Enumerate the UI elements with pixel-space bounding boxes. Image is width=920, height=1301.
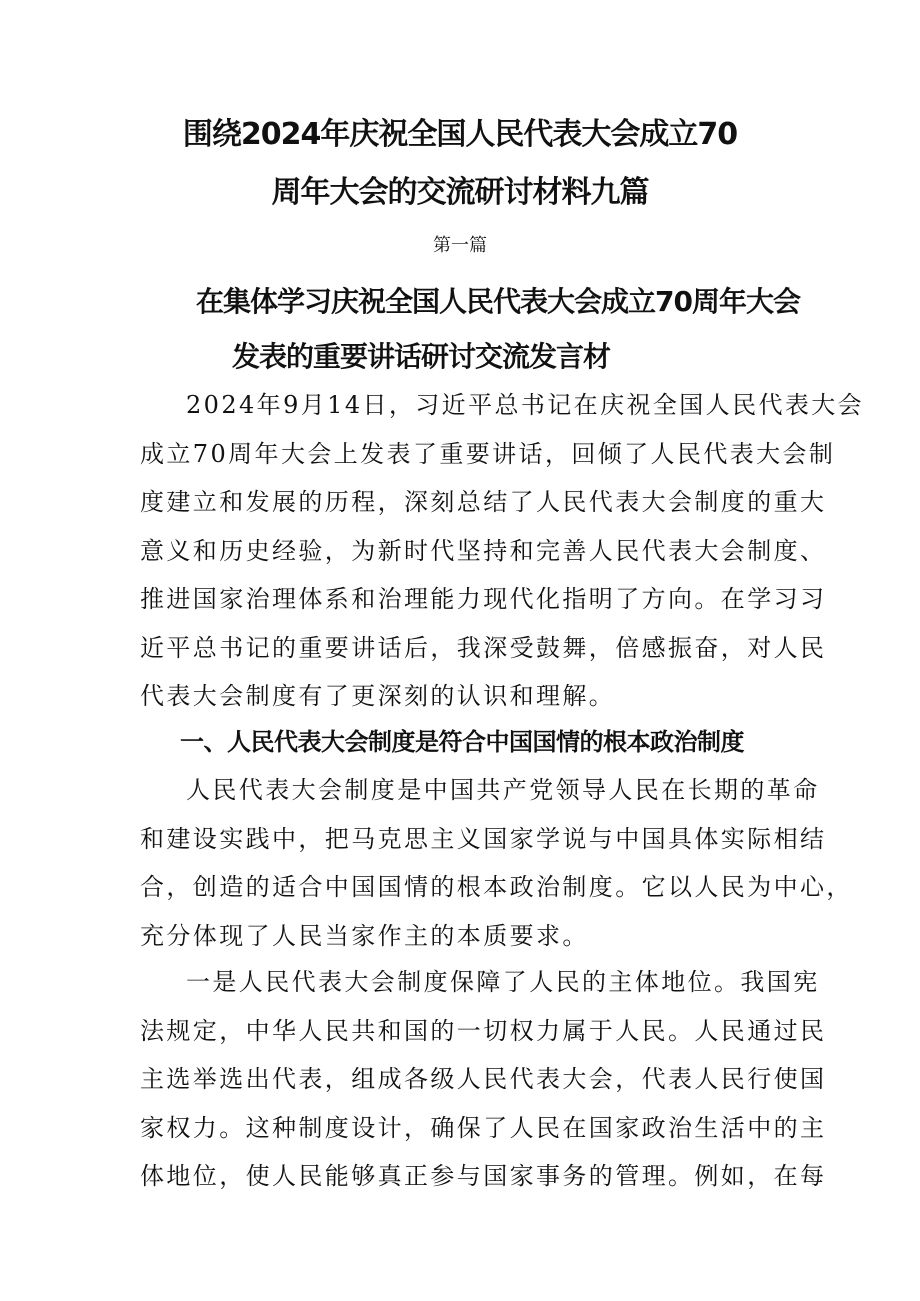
- paragraph-line: 合，创造的适合中国国情的根本政治制度。它以人民为中心，: [140, 873, 853, 901]
- paragraph-line: 充分体现了人民当家作主的本质要求。: [140, 921, 589, 950]
- paragraph-line: 家权力。这种制度设计，确保了人民在国家政治生活中的主: [140, 1113, 827, 1142]
- paragraph-line: 近平总书记的重要讲话后，我深受鼓舞，倍感振奋，对人民: [140, 633, 827, 662]
- body-paragraph: [140, 958, 827, 1201]
- paragraph-line: 成立70周年大会上发表了重要讲话，回倾了人民代表大会制: [140, 439, 836, 468]
- section-label: 第一篇: [433, 235, 487, 256]
- paragraph-line: 推进国家治理体系和治理能力现代化指明了方向。在学习习: [140, 585, 827, 613]
- article-title: [0, 274, 920, 384]
- paragraph-line: 主选举选出代表，组成各级人民代表大会，代表人民行使国: [140, 1065, 827, 1093]
- document-title-line-2: 周年大会的交流研讨材料九篇: [271, 175, 649, 210]
- paragraph-line: 体地位，使人民能够真正参与国家事务的管理。例如，在每: [140, 1162, 827, 1190]
- paragraph-line: 和建设实践中，把马克思主义国家学说与中国具体实际相结: [140, 824, 827, 853]
- document-title-line-1: 围绕2024年庆祝全国人民代表大会成立70: [182, 117, 738, 152]
- paragraph-line: 代表大会制度有了更深刻的认识和理解。: [140, 682, 616, 710]
- paragraph-line: 一是人民代表大会制度保障了人民的主体地位。我国宪: [186, 968, 820, 996]
- article-title-line-1: 在集体学习庆祝全国人民代表大会成立70周年大会: [196, 285, 800, 318]
- body-paragraph: [140, 381, 865, 721]
- section-heading: 一、人民代表大会制度是符合中国国情的根本政治制度: [180, 728, 744, 756]
- document-title: [0, 106, 920, 222]
- paragraph-line: 法规定，中华人民共和国的一切权力属于人民。人民通过民: [140, 1016, 827, 1045]
- body-paragraph: [140, 766, 853, 960]
- paragraph-line: 度建立和发展的历程，深刻总结了人民代表大会制度的重大: [140, 488, 827, 516]
- paragraph-line: 人民代表大会制度是中国共产党领导人民在长期的革命: [186, 776, 820, 804]
- paragraph-line: 意义和历史经验，为新时代坚持和完善人民代表大会制度、: [140, 536, 827, 565]
- article-title-line-2: 发表的重要讲话研讨交流发言材: [232, 340, 611, 373]
- paragraph-line: 2024年9月14日，习近平总书记在庆祝全国人民代表大会: [186, 391, 865, 419]
